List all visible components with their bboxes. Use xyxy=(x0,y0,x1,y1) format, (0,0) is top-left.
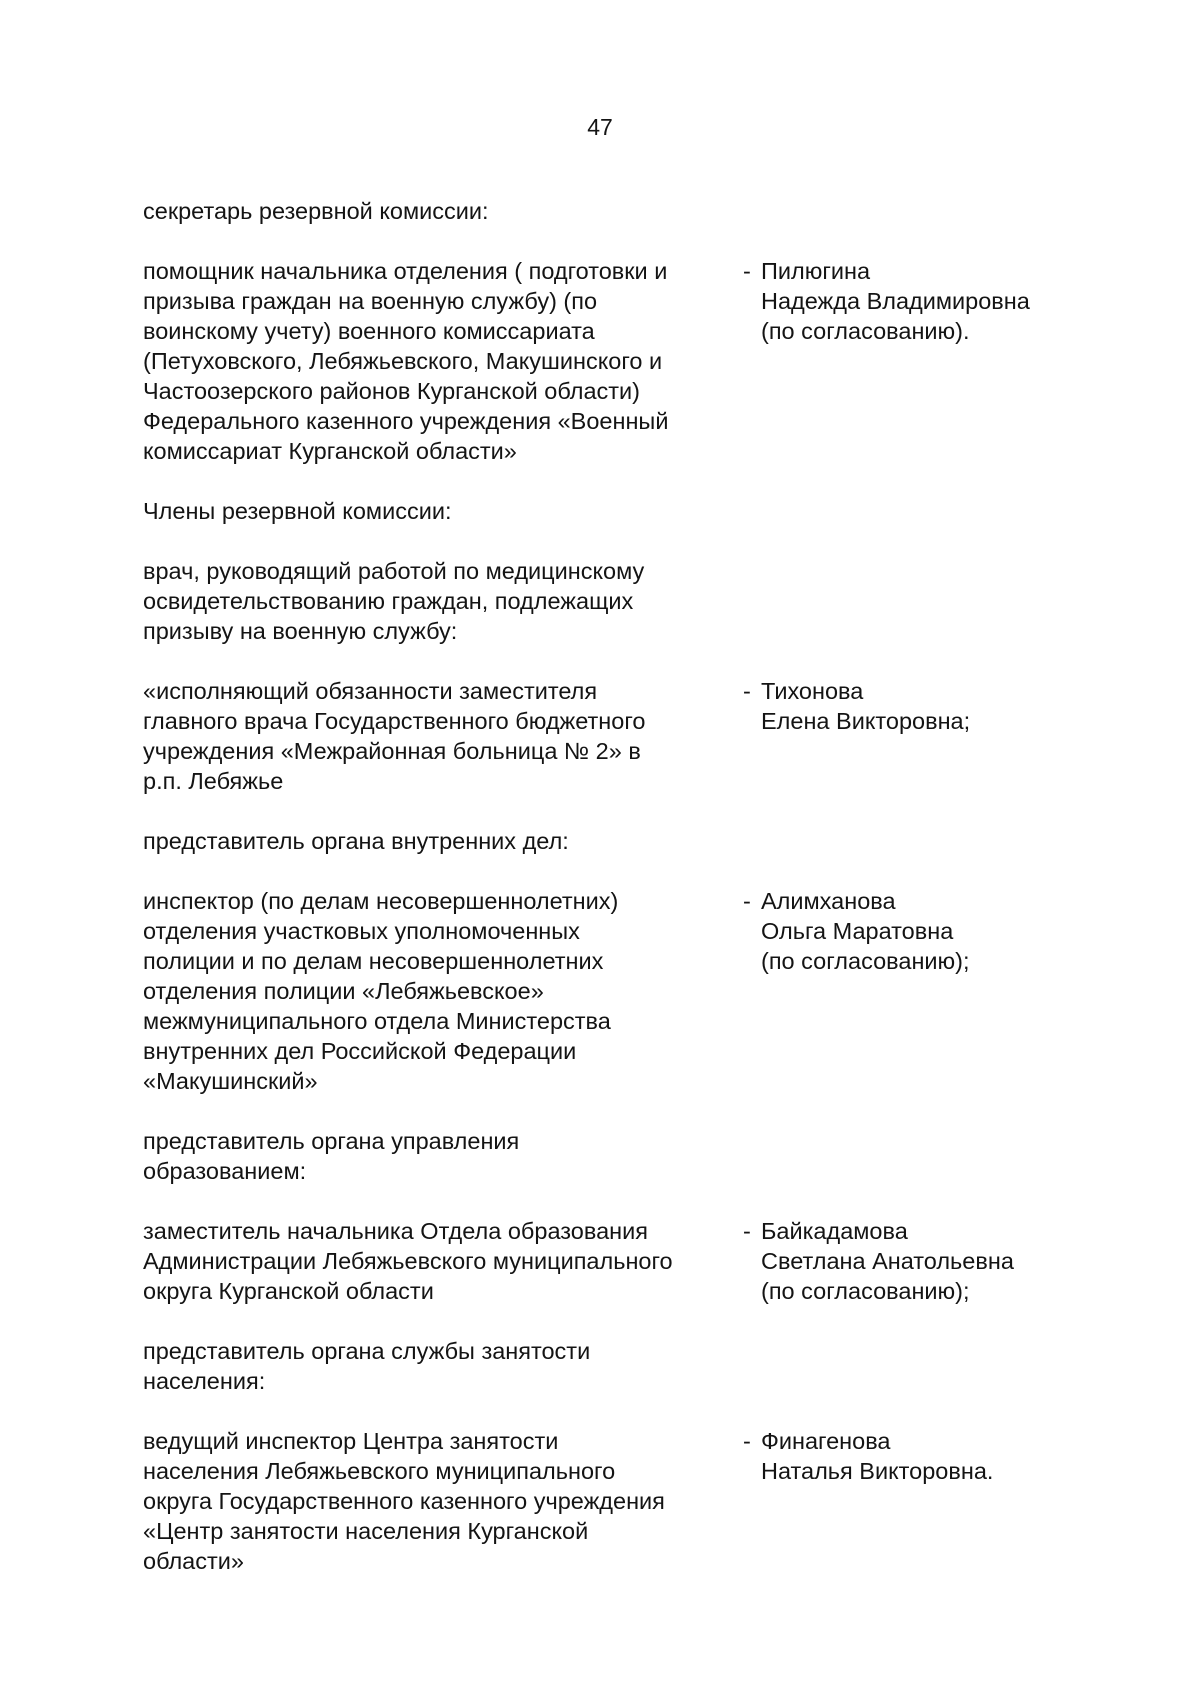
position-line: «Центр занятости населения Курганской xyxy=(143,1518,589,1544)
person-name-line: Светлана Анатольевна xyxy=(761,1248,1014,1274)
position-line: главного врача Государственного бюджетного xyxy=(143,708,646,734)
person-name-line: Алимханова xyxy=(761,888,896,914)
position-line: Частоозерского районов Курганской области) xyxy=(143,378,641,404)
secretary-label: секретарь резервной комиссии: xyxy=(143,198,489,224)
person-name-line: Наталья Викторовна. xyxy=(761,1458,994,1484)
secretary-person xyxy=(743,256,1030,346)
position-line: комиссариат Курганской области» xyxy=(143,438,517,464)
dash: - xyxy=(743,1428,751,1454)
dash: - xyxy=(743,1218,751,1244)
position-line: «Макушинский» xyxy=(143,1068,318,1094)
label-line: представитель органа службы занятости xyxy=(143,1338,591,1364)
dash: - xyxy=(743,258,751,284)
police-person xyxy=(743,886,970,976)
education-position xyxy=(143,1216,743,1306)
position-line: учреждения «Межрайонная больница № 2» в xyxy=(143,738,641,764)
education-person xyxy=(743,1216,1014,1306)
label-line: врач, руководящий работой по медицинскому xyxy=(143,558,645,584)
person-name-line: Пилюгина xyxy=(761,258,871,284)
page-number: 47 xyxy=(587,114,613,140)
person-name-line: Ольга Маратовна xyxy=(761,918,954,944)
position-line: населения Лебяжьевского муниципального xyxy=(143,1458,616,1484)
employment-label xyxy=(143,1336,1143,1396)
label-line: освидетельствованию граждан, подлежащих xyxy=(143,588,634,614)
education-label xyxy=(143,1126,1143,1186)
document-body xyxy=(143,196,1143,1606)
position-line: (Петуховского, Лебяжьевского, Макушинского и xyxy=(143,348,663,374)
police-label: представитель органа внутренних дел: xyxy=(143,828,569,854)
person-name-line: Финагенова xyxy=(761,1428,891,1454)
position-line: воинскому учету) военного комиссариата xyxy=(143,318,595,344)
doctor-position xyxy=(143,676,743,796)
label-line: образованием: xyxy=(143,1158,307,1184)
person-name-line: Елена Викторовна; xyxy=(761,708,971,734)
position-line: отделения полиции «Лебяжьевское» xyxy=(143,978,544,1004)
employment-entry xyxy=(143,1426,1143,1576)
dash: - xyxy=(743,678,751,704)
position-line: «исполняющий обязанности заместителя xyxy=(143,678,598,704)
position-line: помощник начальника отделения ( подготовки и xyxy=(143,258,668,284)
members-label: Члены резервной комиссии: xyxy=(143,498,452,524)
doctor-label xyxy=(143,556,1143,646)
police-entry xyxy=(143,886,1143,1096)
person-name-line: (по согласованию). xyxy=(761,318,970,344)
position-line: Администрации Лебяжьевского муниципального xyxy=(143,1248,673,1274)
education-entry xyxy=(143,1216,1143,1306)
secretary-position xyxy=(143,256,743,466)
label-line: представитель органа управления xyxy=(143,1128,520,1154)
position-line: полиции и по делам несовершеннолетних xyxy=(143,948,604,974)
position-line: внутренних дел Российской Федерации xyxy=(143,1038,577,1064)
position-line: отделения участковых уполномоченных xyxy=(143,918,580,944)
position-line: заместитель начальника Отдела образования xyxy=(143,1218,648,1244)
police-position xyxy=(143,886,743,1096)
position-line: Федерального казенного учреждения «Военный xyxy=(143,408,669,434)
position-line: инспектор (по делам несовершеннолетних) xyxy=(143,888,619,914)
position-line: призыва граждан на военную службу) (по xyxy=(143,288,598,314)
person-name-line: Байкадамова xyxy=(761,1218,908,1244)
label-line: населения: xyxy=(143,1368,266,1394)
person-name-line: Надежда Владимировна xyxy=(761,288,1030,314)
position-line: р.п. Лебяжье xyxy=(143,768,284,794)
position-line: округа Государственного казенного учреждения xyxy=(143,1488,665,1514)
doctor-person xyxy=(743,676,970,736)
person-name-line: Тихонова xyxy=(761,678,864,704)
position-line: округа Курганской области xyxy=(143,1278,434,1304)
position-line: ведущий инспектор Центра занятости xyxy=(143,1428,559,1454)
label-line: призыву на военную службу: xyxy=(143,618,458,644)
doctor-entry xyxy=(143,676,1143,796)
employment-person xyxy=(743,1426,993,1486)
secretary-entry xyxy=(143,256,1143,466)
person-name-line: (по согласованию); xyxy=(761,948,970,974)
dash: - xyxy=(743,888,751,914)
employment-position xyxy=(143,1426,743,1576)
person-name-line: (по согласованию); xyxy=(761,1278,970,1304)
position-line: области» xyxy=(143,1548,244,1574)
position-line: межмуниципального отдела Министерства xyxy=(143,1008,611,1034)
